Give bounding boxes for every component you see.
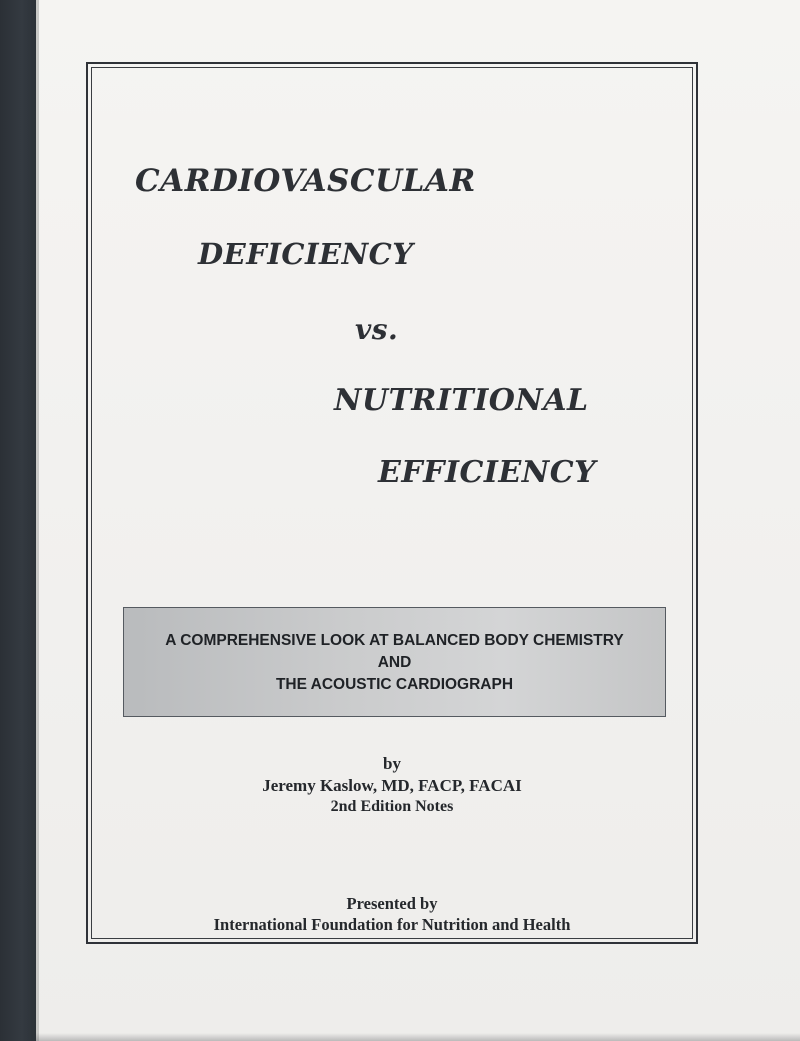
presenter-name: International Foundation for Nutrition and Health bbox=[213, 915, 571, 934]
page-bottom-shadow bbox=[36, 1033, 800, 1041]
presented-label: Presented by bbox=[346, 894, 438, 913]
title-line-3: vs. bbox=[355, 313, 399, 346]
title-line-2: DEFICIENCY bbox=[198, 237, 414, 271]
edition-note: 2nd Edition Notes bbox=[330, 798, 454, 815]
binding-edge bbox=[36, 0, 39, 1041]
author-name: Jeremy Kaslow, MD, FACP, FACAI bbox=[262, 776, 522, 795]
subtitle-box bbox=[123, 607, 666, 717]
subtitle-line-2: AND bbox=[377, 654, 412, 671]
subtitle-line-1: A COMPREHENSIVE LOOK AT BALANCED BODY CHEMISTRY bbox=[165, 632, 624, 649]
title-line-1: CARDIOVASCULAR bbox=[135, 163, 476, 199]
spine-binding bbox=[0, 0, 36, 1041]
title-line-4: NUTRITIONAL bbox=[334, 383, 589, 418]
title-line-5: EFFICIENCY bbox=[378, 455, 596, 490]
subtitle-line-3: THE ACOUSTIC CARDIOGRAPH bbox=[275, 676, 514, 693]
by-label: by bbox=[383, 754, 401, 773]
